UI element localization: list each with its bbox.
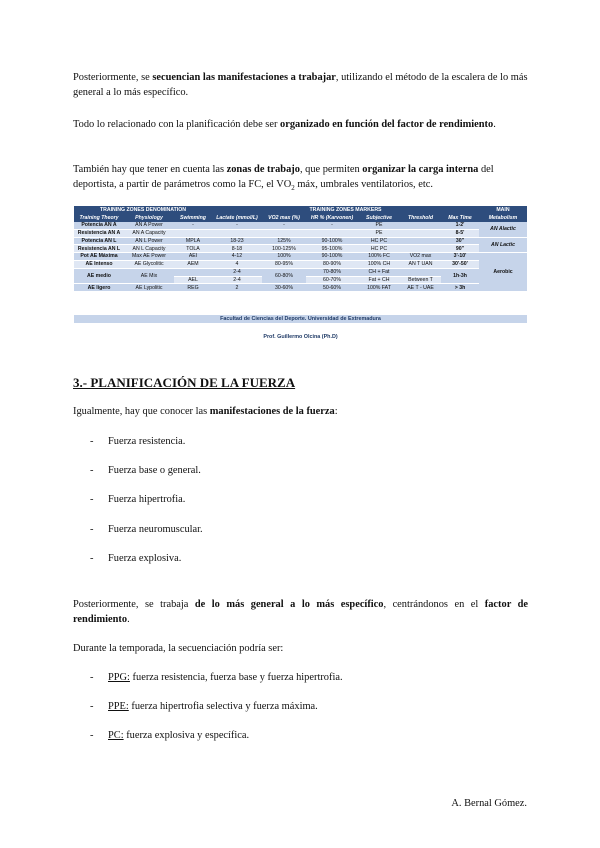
table-cell: Potencia AN L (74, 237, 124, 245)
zones-paragraph: También hay que tener en cuenta las zonas de trabajo, que permiten organizar la carga interna del deportista, a partir de parámetros como la FC, el $VO_2$ máx, umbrales ventilatorios, etc. (73, 164, 494, 193)
table-cell: 90-100% (306, 253, 358, 261)
list-item: - PPE: fuerza hipertrofia selectiva y fuerza máxima. (90, 701, 318, 712)
table-cell: > 3h (441, 284, 479, 292)
column-header: Threshold (400, 214, 441, 222)
column-header: HR % (Karvonen) (306, 214, 358, 222)
table-cell (174, 229, 212, 237)
table-cell: 60-70% (306, 276, 358, 284)
table-row (74, 222, 527, 229)
intro-paragraph: Posteriormente, se secuencian las manifestaciones a trabajar, utilizando el método de la escalera de lo más general a lo más específico. (73, 72, 528, 98)
group-header-markers: TRAINING ZONES MARKERS (212, 206, 479, 214)
table-cell: AN L Power (124, 237, 174, 245)
table-cell: AN T UAN (400, 260, 441, 268)
table-cell: - (262, 222, 306, 229)
table-cell: 80-95% (262, 260, 306, 268)
table-cell: 8-5' (441, 229, 479, 237)
table-cell (174, 268, 212, 276)
table-cell: 2 (212, 284, 262, 292)
table-cell: 100% (262, 253, 306, 261)
column-header: VO2 max (%) (262, 214, 306, 222)
table-cell (400, 268, 441, 276)
table-cell: VO2 max (400, 253, 441, 261)
table-cell (400, 222, 441, 229)
table-cell: 90-100% (306, 237, 358, 245)
table-cell (400, 237, 441, 245)
table-cell: Max AE Power (124, 253, 174, 261)
table-cell: AN A Power (124, 222, 174, 229)
list-item: - Fuerza base o general. (90, 465, 201, 476)
table-cell: 4-12 (212, 253, 262, 261)
list-item: - Fuerza hipertrofia. (90, 494, 186, 505)
column-header: Lactate (mmol/L) (212, 214, 262, 222)
table-cell: 30" (441, 237, 479, 245)
table-row (74, 229, 527, 237)
table-cell (306, 229, 358, 237)
table-cell: AE T - UAE (400, 284, 441, 292)
metabolism-cell: AN Lactic (479, 237, 527, 253)
group-header-denomination: TRAINING ZONES DENOMINATION (74, 206, 212, 214)
table-row (74, 268, 527, 276)
table-cell: 3'-10' (441, 253, 479, 261)
list-item: - PPG: fuerza resistencia, fuerza base y fuerza hipertrofia. (90, 672, 343, 683)
table-cell: Fat + CH (358, 276, 400, 284)
table-row (74, 284, 527, 292)
table-cell: 2-4 (212, 276, 262, 284)
table-cell: PE (358, 222, 400, 229)
table-cell: AN A Capacity (124, 229, 174, 237)
table-cell: 18-23 (212, 237, 262, 245)
table-cell: AEM (174, 260, 212, 268)
table-cell: 8-18 (212, 245, 262, 253)
table-row (74, 245, 527, 253)
training-zones-table (74, 206, 527, 292)
table-cell (400, 245, 441, 253)
table-cell: 90" (441, 245, 479, 253)
table-row (74, 260, 527, 268)
table-cell: 100-125% (262, 245, 306, 253)
table-cell: Resistencia AN A (74, 229, 124, 237)
table-row (74, 237, 527, 245)
table-cell (262, 229, 306, 237)
metabolism-cell: AN Alactic (479, 222, 527, 237)
column-header: Swimming (174, 214, 212, 222)
table-cell: 100% FAT (358, 284, 400, 292)
list-item: - Fuerza neuromuscular. (90, 524, 203, 535)
group-header-main: MAIN (479, 206, 527, 214)
table-row (74, 253, 527, 261)
table-cell: 80-90% (306, 260, 358, 268)
table-cell: 1h-3h (441, 268, 479, 284)
table-cell: AE ligero (74, 284, 124, 292)
table-cell: HC PC (358, 237, 400, 245)
table-cell: TOLA (174, 245, 212, 253)
author-signature: A. Bernal Gómez. (451, 798, 527, 809)
table-cell: AEI (174, 253, 212, 261)
table-author: Prof. Guillermo Olcina (Ph.D) (263, 334, 338, 340)
planning-paragraph: Todo lo relacionado con la planificación debe ser organizado en función del factor de rendimiento. (73, 119, 496, 130)
column-header: Metabolism (479, 214, 527, 222)
table-cell: Potencia AN A (74, 222, 124, 229)
column-header: Training Theory (74, 214, 124, 222)
column-header: Max Time (441, 214, 479, 222)
table-cell: 2-4 (212, 268, 262, 276)
table-cell: 30-60% (262, 284, 306, 292)
general-to-specific-paragraph: Posteriormente, se trabaja de lo más general a lo más específico, centrándonos en el factor de rendimiento. (73, 599, 528, 625)
table-cell: Resistencia AN L (74, 245, 124, 253)
table-cell: 100% FC (358, 253, 400, 261)
table-cell: MPLA (174, 237, 212, 245)
table-cell: AE Intenso (74, 260, 124, 268)
table-cell: HC PC (358, 245, 400, 253)
table-cell: Pot AE Máxima (74, 253, 124, 261)
list-item: - PC: fuerza explosiva y específica. (90, 730, 250, 741)
section-heading: 3.- PLANIFICACIÓN DE LA FUERZA (73, 375, 296, 390)
table-cell: - (174, 222, 212, 229)
table-cell: 30'-50' (441, 260, 479, 268)
table-cell: AN L Capacity (124, 245, 174, 253)
table-cell: 95-100% (306, 245, 358, 253)
table-cell: 50-60% (306, 284, 358, 292)
manifestations-paragraph: Igualmente, hay que conocer las manifestaciones de la fuerza: (73, 406, 338, 417)
table-cell: AE medio (74, 268, 124, 284)
list-item: - Fuerza explosiva. (90, 553, 182, 564)
table-cell: 100% CH (358, 260, 400, 268)
table-cell: 1-2' (441, 222, 479, 229)
column-header: Physiology (124, 214, 174, 222)
table-caption: Facultad de Ciencias del Deporte. Universidad de Extremadura (74, 315, 527, 323)
table-cell: PE (358, 229, 400, 237)
table-cell: AE Lypolitic (124, 284, 174, 292)
table-cell: - (306, 222, 358, 229)
table-cell: Between T (400, 276, 441, 284)
table-cell: CH + Fat (358, 268, 400, 276)
table-cell: - (212, 222, 262, 229)
table-cell: REG (174, 284, 212, 292)
table-cell (212, 229, 262, 237)
table-cell: 125% (262, 237, 306, 245)
list-item: - Fuerza resistencia. (90, 436, 186, 447)
column-header: Subjective (358, 214, 400, 222)
table-cell: AE Mix (124, 268, 174, 284)
table-cell: 4 (212, 260, 262, 268)
table-cell (400, 229, 441, 237)
table-cell: 60-80% (262, 268, 306, 284)
metabolism-cell: Aerobic (479, 253, 527, 292)
table-cell: AE Glycolitic (124, 260, 174, 268)
table-cell: 70-80% (306, 268, 358, 276)
table-cell: AEL (174, 276, 212, 284)
season-paragraph: Durante la temporada, la secuenciación podría ser: (73, 643, 284, 654)
